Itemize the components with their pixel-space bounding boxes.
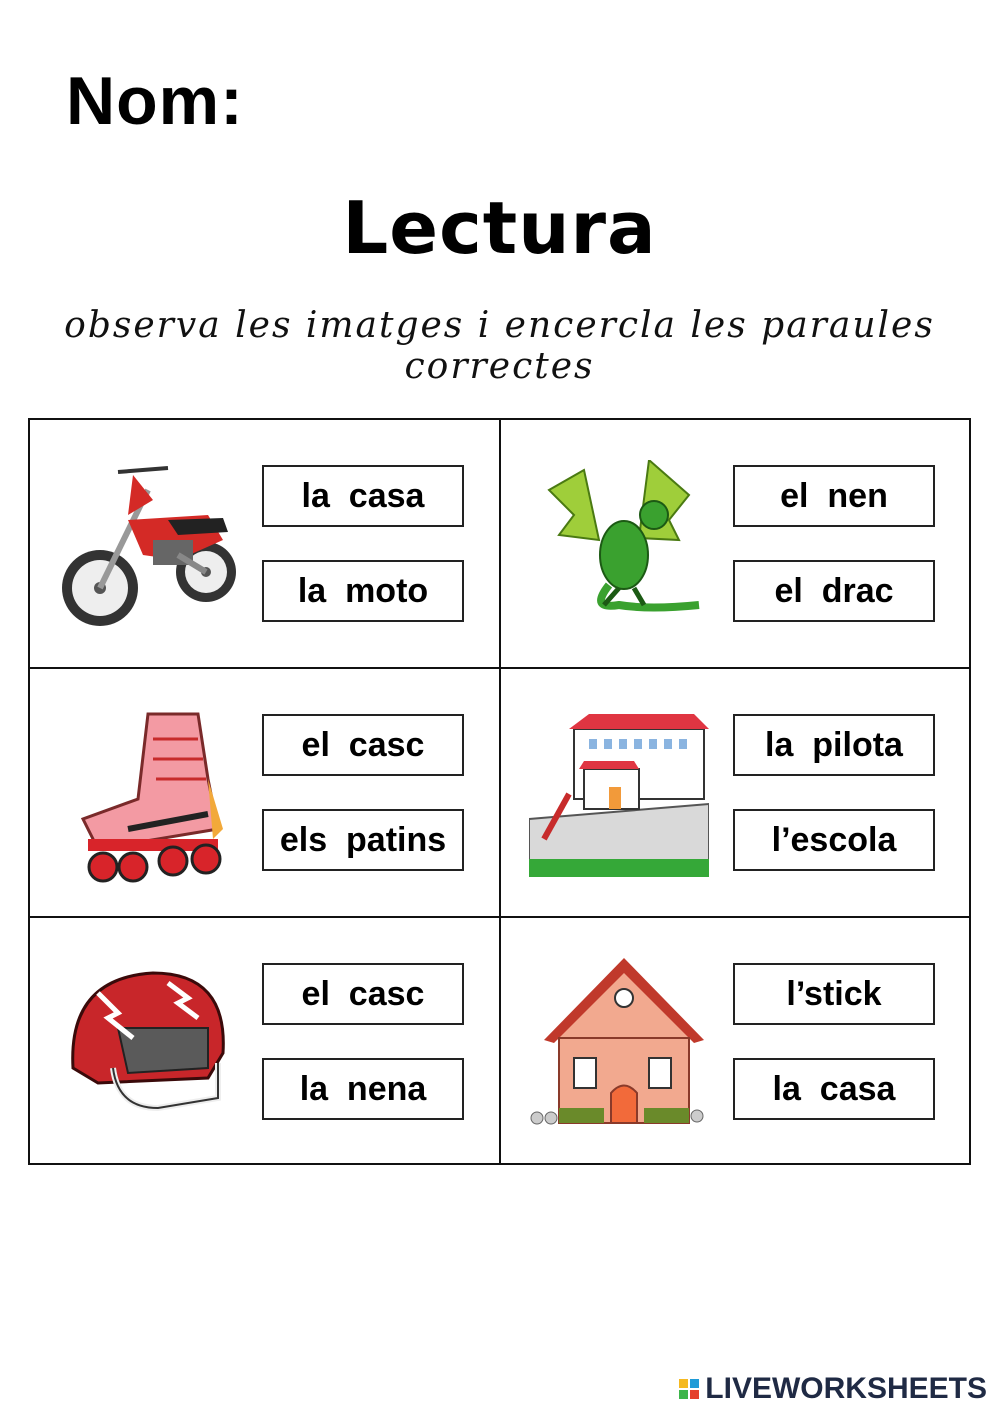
word-option[interactable]: el nen — [733, 465, 935, 527]
word-option[interactable]: la nena — [262, 1058, 464, 1120]
footer-brand — [679, 1372, 987, 1406]
word-option[interactable]: l’stick — [733, 963, 935, 1025]
house-icon — [529, 958, 709, 1133]
roller-skate-icon — [58, 709, 238, 884]
liveworksheets-logo-icon — [679, 1379, 699, 1399]
word-option[interactable]: l’escola — [733, 809, 935, 871]
exercise-cell-escola — [501, 669, 970, 917]
exercise-cell-casa — [501, 918, 970, 1166]
exercise-cell-patins — [30, 669, 499, 917]
instruction-text: observa les imatges i encercla les paraules correctes — [64, 305, 935, 387]
word-option[interactable]: la casa — [733, 1058, 935, 1120]
word-option[interactable]: la moto — [262, 560, 464, 622]
word-option[interactable]: el drac — [733, 560, 935, 622]
exercise-cell-drac — [501, 420, 970, 668]
dragon-icon — [529, 460, 709, 635]
motorcycle-icon — [58, 460, 238, 635]
school-icon — [529, 709, 709, 884]
word-option[interactable]: la pilota — [733, 714, 935, 776]
word-option[interactable]: els patins — [262, 809, 464, 871]
word-option[interactable]: el casc — [262, 963, 464, 1025]
name-label: Nom: — [66, 63, 244, 139]
word-option[interactable]: la casa — [262, 465, 464, 527]
exercise-cell-moto — [30, 420, 499, 668]
word-option[interactable]: el casc — [262, 714, 464, 776]
helmet-icon — [58, 958, 238, 1133]
page-title: Lectura — [342, 186, 657, 270]
exercise-grid — [28, 418, 971, 1165]
exercise-cell-casc — [30, 918, 499, 1166]
footer-brand-text: LIVEWORKSHEETS — [705, 1372, 987, 1405]
